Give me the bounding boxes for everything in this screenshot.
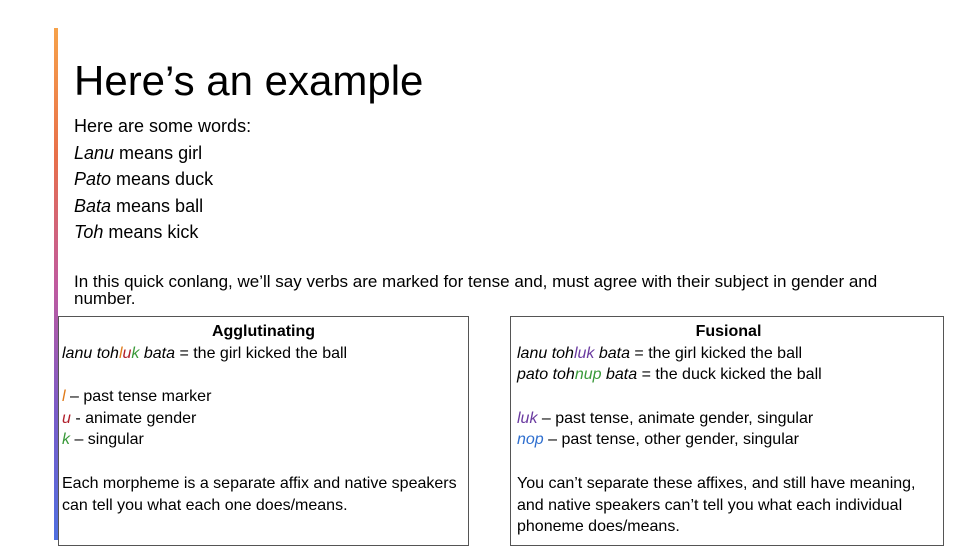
morpheme-l: l xyxy=(118,344,123,362)
marker-row xyxy=(62,386,465,408)
example-object: bata xyxy=(601,366,638,384)
vocab-meaning: means kick xyxy=(103,222,199,243)
morpheme-u: u xyxy=(122,344,132,362)
vocab-meaning: means duck xyxy=(111,169,214,190)
example-gloss: = the girl kicked the ball xyxy=(629,344,803,362)
example-stem: pato toh xyxy=(517,366,575,384)
vocab-item xyxy=(74,219,251,246)
affix-luk: luk xyxy=(573,344,595,362)
fusional-summary: You can’t separate these affixes, and still have meaning, and native speakers can’t tell you what each individual phoneme does/means. xyxy=(517,474,916,536)
affix-name: luk xyxy=(517,409,538,427)
vocab-item xyxy=(74,166,251,193)
affix-name: nop xyxy=(517,431,544,449)
marker-letter: l xyxy=(62,388,66,406)
marker-row xyxy=(62,408,465,430)
vocab-word: Pato xyxy=(74,169,112,190)
fusional-example xyxy=(517,364,940,386)
example-stem: lanu toh xyxy=(62,344,119,362)
fusional-box xyxy=(510,316,944,546)
agglutinating-summary: Each morpheme is a separate affix and native speakers can tell you what each one does/means. xyxy=(62,474,457,514)
agglutinating-heading: Agglutinating xyxy=(211,323,316,340)
marker-desc: – past tense marker xyxy=(65,388,212,406)
marker-letter: k xyxy=(62,431,70,449)
example-gloss: = the duck kicked the ball xyxy=(637,366,822,384)
agglutinating-box xyxy=(58,316,469,546)
marker-desc: – singular xyxy=(70,431,144,449)
example-gloss: = the girl kicked the ball xyxy=(175,344,348,362)
slide-title: Here’s an example xyxy=(74,57,424,104)
marker-row xyxy=(62,429,465,451)
marker-letter: u xyxy=(62,409,71,427)
marker-desc: - animate gender xyxy=(70,409,197,427)
example-stem: lanu toh xyxy=(517,344,574,362)
vocab-meaning: means ball xyxy=(111,195,204,216)
affix-desc: – past tense, animate gender, singular xyxy=(537,409,814,427)
affix-definition xyxy=(517,429,940,451)
vocab-word: Bata xyxy=(74,195,112,216)
morpheme-k: k xyxy=(131,344,140,362)
fusional-heading: Fusional xyxy=(695,323,762,340)
vocab-word: Lanu xyxy=(74,142,115,163)
vocab-item xyxy=(74,193,251,220)
words-intro: Here are some words: xyxy=(74,116,252,136)
fusional-example xyxy=(517,343,940,365)
vocab-word: Toh xyxy=(74,222,104,243)
affix-definition xyxy=(517,408,940,430)
vocabulary-list xyxy=(74,113,251,246)
example-object: bata xyxy=(594,344,630,362)
example-object: bata xyxy=(139,344,175,362)
vocab-item xyxy=(74,140,251,167)
affix-nup: nup xyxy=(574,366,602,384)
affix-desc: – past tense, other gender, singular xyxy=(543,431,799,449)
intro-paragraph: In this quick conlang, we’ll say verbs are marked for tense and, must agree with their subject in gender and number. xyxy=(74,272,878,308)
vocab-meaning: means girl xyxy=(114,142,203,163)
agglutinating-example xyxy=(62,343,465,365)
